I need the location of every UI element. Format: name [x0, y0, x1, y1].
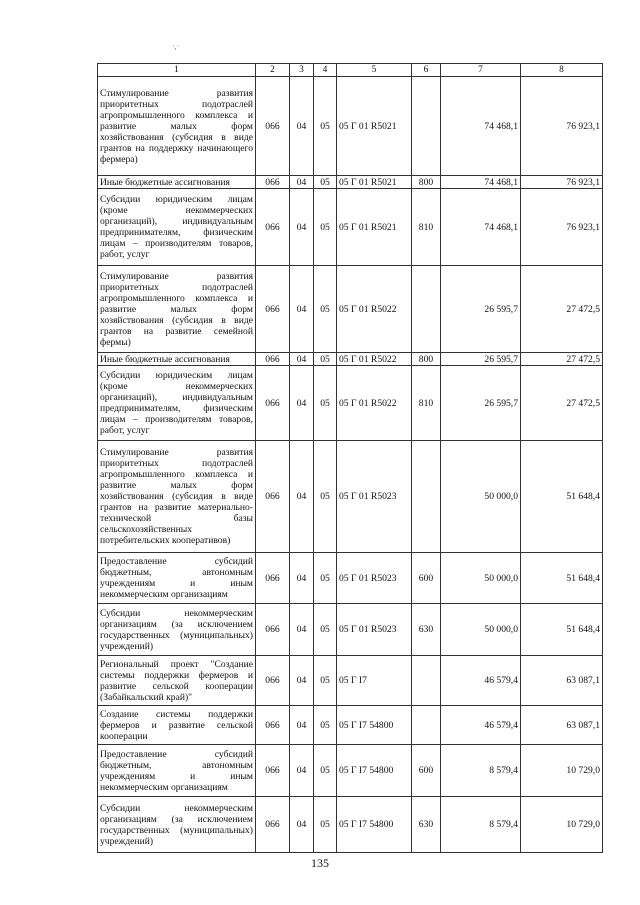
sum1-cell: 74 468,1 [441, 176, 521, 189]
expense-cell [412, 706, 441, 745]
subsection-cell: 05 [314, 441, 337, 553]
table-row [98, 553, 603, 604]
table-row [98, 189, 603, 266]
ministry-cell: 066 [256, 353, 290, 366]
expense-cell [412, 441, 441, 553]
expense-cell: 630 [412, 604, 441, 656]
sum2-cell: 27 472,5 [521, 366, 603, 441]
sum2-cell: 27 472,5 [521, 353, 603, 366]
expense-cell: 800 [412, 176, 441, 189]
sum2-cell: 76 923,1 [521, 189, 603, 266]
expense-cell [412, 656, 441, 706]
ministry-cell: 066 [256, 553, 290, 604]
table-row [98, 176, 603, 189]
header-cell: 6 [412, 64, 441, 77]
article-cell: 05 Г 01 R5021 [337, 77, 412, 176]
subsection-cell: 05 [314, 77, 337, 176]
name-cell: Субсидии юридическим лицам (кроме некоммерческих организаций), индивидуальным предпринимателям, физическим лицам – производителям товаров, работ, услуг [98, 189, 256, 266]
article-cell: 05 Г 01 R5022 [337, 266, 412, 353]
subsection-cell: 05 [314, 189, 337, 266]
subsection-cell: 05 [314, 266, 337, 353]
section-cell: 04 [290, 189, 314, 266]
table-row [98, 706, 603, 745]
sum2-cell: 27 472,5 [521, 266, 603, 353]
name-cell: Иные бюджетные ассигнования [98, 176, 256, 189]
name-cell: Иные бюджетные ассигнования [98, 353, 256, 366]
subsection-cell: 05 [314, 366, 337, 441]
ministry-cell: 066 [256, 604, 290, 656]
subsection-cell: 05 [314, 656, 337, 706]
name-cell: Стимулирование развития приоритетных подотраслей агропромышленного комплекса и развитие малых форм хозяйствования (субсидия в виде грантов на развитие семейной фермы) [98, 266, 256, 353]
sum1-cell: 50 000,0 [441, 553, 521, 604]
section-cell: 04 [290, 656, 314, 706]
article-cell: 05 Г I7 [337, 656, 412, 706]
article-cell: 05 Г 01 R5022 [337, 353, 412, 366]
budget-table [97, 63, 603, 853]
expense-cell: 810 [412, 366, 441, 441]
section-cell: 04 [290, 353, 314, 366]
scan-speck: ·,· [172, 42, 180, 51]
table-row [98, 656, 603, 706]
ministry-cell: 066 [256, 706, 290, 745]
header-row [98, 64, 603, 77]
name-cell: Создание системы поддержки фермеров и развитие сельской кооперации [98, 706, 256, 745]
table-row [98, 745, 603, 797]
section-cell: 04 [290, 604, 314, 656]
expense-cell: 600 [412, 745, 441, 797]
ministry-cell: 066 [256, 797, 290, 853]
name-cell: Региональный проект "Создание системы поддержки фермеров и развитие сельской кооперации (Забайкальский край)" [98, 656, 256, 706]
expense-cell [412, 266, 441, 353]
section-cell: 04 [290, 77, 314, 176]
article-cell: 05 Г I7 54800 [337, 706, 412, 745]
subsection-cell: 05 [314, 797, 337, 853]
sum1-cell: 50 000,0 [441, 441, 521, 553]
table-row [98, 604, 603, 656]
sum2-cell: 51 648,4 [521, 553, 603, 604]
name-cell: Стимулирование развития приоритетных подотраслей агропромышленного комплекса и развитие малых форм хозяйствования (субсидия в виде грантов на развитие материально-технической базы сельскохозяйственных потребительских кооперативов) [98, 441, 256, 553]
header-cell: 7 [441, 64, 521, 77]
section-cell: 04 [290, 745, 314, 797]
subsection-cell: 05 [314, 604, 337, 656]
expense-cell: 810 [412, 189, 441, 266]
ministry-cell: 066 [256, 176, 290, 189]
table-row [98, 366, 603, 441]
header-cell: 8 [521, 64, 603, 77]
expense-cell: 630 [412, 797, 441, 853]
sum1-cell: 26 595,7 [441, 353, 521, 366]
header-cell: 5 [337, 64, 412, 77]
subsection-cell: 05 [314, 706, 337, 745]
table-row [98, 441, 603, 553]
table-body [98, 77, 603, 853]
sum1-cell: 8 579,4 [441, 745, 521, 797]
section-cell: 04 [290, 266, 314, 353]
article-cell: 05 Г 01 R5023 [337, 553, 412, 604]
page-number: 135 [311, 856, 329, 870]
header-cell: 3 [290, 64, 314, 77]
sum1-cell: 74 468,1 [441, 77, 521, 176]
section-cell: 04 [290, 441, 314, 553]
ministry-cell: 066 [256, 656, 290, 706]
subsection-cell: 05 [314, 745, 337, 797]
article-cell: 05 Г I7 54800 [337, 797, 412, 853]
table-row [98, 266, 603, 353]
sum2-cell: 51 648,4 [521, 604, 603, 656]
sum1-cell: 50 000,0 [441, 604, 521, 656]
sum2-cell: 51 648,4 [521, 441, 603, 553]
name-cell: Субсидии юридическим лицам (кроме некоммерческих организаций), индивидуальным предпринимателям, физическим лицам – производителям товаров, работ, услуг [98, 366, 256, 441]
section-cell: 04 [290, 797, 314, 853]
section-cell: 04 [290, 553, 314, 604]
header-cell: 4 [314, 64, 337, 77]
ministry-cell: 066 [256, 77, 290, 176]
name-cell: Предоставление субсидий бюджетным, автономным учреждениям и иным некоммерческим организациям [98, 745, 256, 797]
sum1-cell: 46 579,4 [441, 706, 521, 745]
subsection-cell: 05 [314, 353, 337, 366]
article-cell: 05 Г I7 54800 [337, 745, 412, 797]
sum1-cell: 26 595,7 [441, 266, 521, 353]
subsection-cell: 05 [314, 176, 337, 189]
article-cell: 05 Г 01 R5022 [337, 366, 412, 441]
article-cell: 05 Г 01 R5023 [337, 604, 412, 656]
table-row [98, 353, 603, 366]
header-cell: 1 [98, 64, 256, 77]
name-cell: Субсидии некоммерческим организациям (за исключением государственных (муниципальных) учреждений) [98, 604, 256, 656]
expense-cell [412, 77, 441, 176]
sum1-cell: 74 468,1 [441, 189, 521, 266]
sum2-cell: 63 087,1 [521, 656, 603, 706]
sum2-cell: 76 923,1 [521, 77, 603, 176]
section-cell: 04 [290, 706, 314, 745]
article-cell: 05 Г 01 R5021 [337, 189, 412, 266]
sum2-cell: 10 729,0 [521, 797, 603, 853]
article-cell: 05 Г 01 R5021 [337, 176, 412, 189]
name-cell: Стимулирование развития приоритетных подотраслей агропромышленного комплекса и развитие малых форм хозяйствования (субсидия в виде грантов на поддержку начинающего фермера) [98, 77, 256, 176]
expense-cell: 800 [412, 353, 441, 366]
header-cell: 2 [256, 64, 290, 77]
sum1-cell: 46 579,4 [441, 656, 521, 706]
sum2-cell: 10 729,0 [521, 745, 603, 797]
subsection-cell: 05 [314, 553, 337, 604]
name-cell: Предоставление субсидий бюджетным, автономным учреждениям и иным некоммерческим организациям [98, 553, 256, 604]
name-cell: Субсидии некоммерческим организациям (за исключением государственных (муниципальных) учреждений) [98, 797, 256, 853]
sum1-cell: 26 595,7 [441, 366, 521, 441]
sum1-cell: 8 579,4 [441, 797, 521, 853]
ministry-cell: 066 [256, 441, 290, 553]
sum2-cell: 76 923,1 [521, 176, 603, 189]
table-row [98, 77, 603, 176]
ministry-cell: 066 [256, 745, 290, 797]
section-cell: 04 [290, 366, 314, 441]
article-cell: 05 Г 01 R5023 [337, 441, 412, 553]
ministry-cell: 066 [256, 266, 290, 353]
ministry-cell: 066 [256, 366, 290, 441]
ministry-cell: 066 [256, 189, 290, 266]
table-header [98, 64, 603, 77]
sum2-cell: 63 087,1 [521, 706, 603, 745]
expense-cell: 600 [412, 553, 441, 604]
section-cell: 04 [290, 176, 314, 189]
table-row [98, 797, 603, 853]
